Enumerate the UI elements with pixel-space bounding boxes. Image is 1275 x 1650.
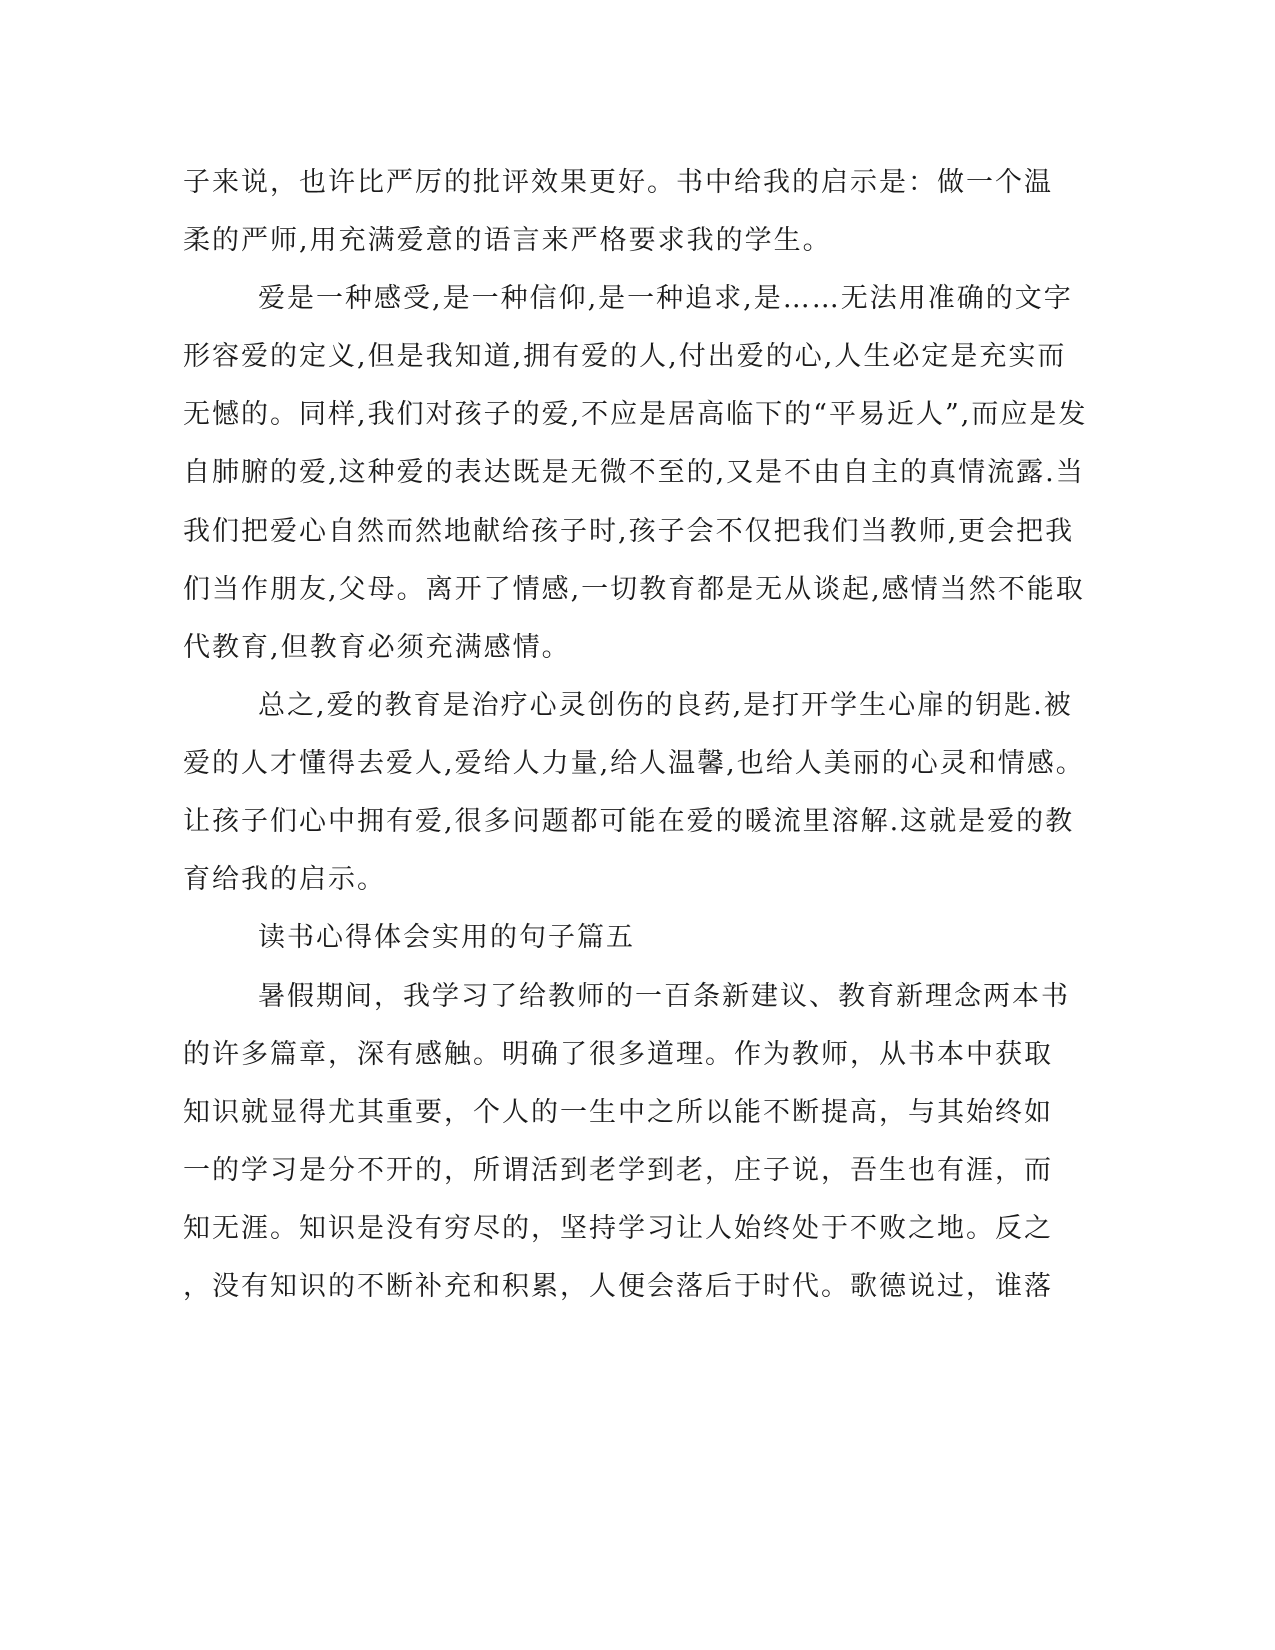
text-line: 爱的人才懂得去爱人,爱给人力量,给人温馨,也给人美丽的心灵和情感。 xyxy=(183,748,1085,779)
text-line: 柔的严师,用充满爱意的语言来严格要求我的学生。 xyxy=(183,225,832,256)
paragraph-start-line: 暑假期间，我学习了给教师的一百条新建议、教育新理念两本书 xyxy=(258,981,1070,1012)
text-line: 们当作朋友,父母。离开了情感,一切教育都是无从谈起,感情当然不能取 xyxy=(183,574,1085,605)
text-line: 知识就显得尤其重要，个人的一生中之所以能不断提高，与其始终如 xyxy=(183,1097,1053,1128)
text-line: ，没有知识的不断补充和积累，人便会落后于时代。歌德说过，谁落 xyxy=(183,1271,1053,1302)
section-heading: 读书心得体会实用的句子篇五 xyxy=(258,922,635,953)
text-line: 让孩子们心中拥有爱,很多问题都可能在爱的暖流里溶解.这就是爱的教 xyxy=(183,806,1075,837)
text-line: 无憾的。同样,我们对孩子的爱,不应是居高临下的“平易近人”,而应是发 xyxy=(183,399,1088,430)
text-line: 一的学习是分不开的，所谓活到老学到老，庄子说，吾生也有涯，而 xyxy=(183,1155,1053,1186)
text-line: 代教育,但教育必须充满感情。 xyxy=(183,632,571,663)
text-line: 育给我的启示。 xyxy=(183,864,386,895)
text-line: 的许多篇章，深有感触。明确了很多道理。作为教师，从书本中获取 xyxy=(183,1039,1053,1070)
text-line: 自肺腑的爱,这种爱的表达既是无微不至的,又是不由自主的真情流露.当 xyxy=(183,457,1085,488)
text-line: 子来说，也许比严厉的批评效果更好。书中给我的启示是：做一个温 xyxy=(183,167,1053,198)
paragraph-start-line: 总之,爱的教育是治疗心灵创伤的良药,是打开学生心扉的钥匙.被 xyxy=(258,690,1073,721)
text-line: 形容爱的定义,但是我知道,拥有爱的人,付出爱的心,人生必定是充实而 xyxy=(183,341,1067,372)
text-line: 知无涯。知识是没有穷尽的，坚持学习让人始终处于不败之地。反之 xyxy=(183,1213,1053,1244)
paragraph-start-line: 爱是一种感受,是一种信仰,是一种追求,是……无法用准确的文字 xyxy=(258,283,1073,314)
text-line: 我们把爱心自然而然地献给孩子时,孩子会不仅把我们当教师,更会把我 xyxy=(183,516,1075,547)
